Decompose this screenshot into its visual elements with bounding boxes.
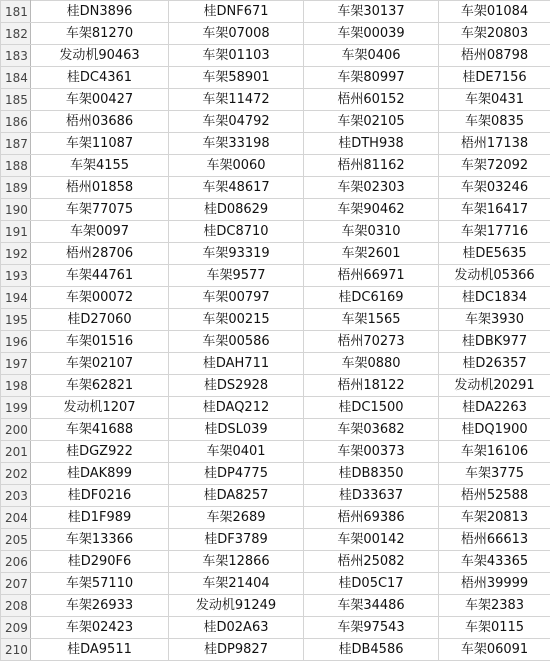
row-number-header[interactable]: 187 xyxy=(1,133,31,155)
row-number-header[interactable]: 199 xyxy=(1,397,31,419)
table-cell[interactable]: 桂D02A63 xyxy=(169,617,304,639)
table-cell[interactable]: 车架93319 xyxy=(169,243,304,265)
table-cell[interactable]: 车架01103 xyxy=(169,45,304,67)
table-row xyxy=(1,45,550,67)
table-row xyxy=(1,551,550,573)
table-cell[interactable]: 桂DC6169 xyxy=(304,287,439,309)
table-cell[interactable]: 桂D1F989 xyxy=(31,507,169,529)
table-row xyxy=(1,309,550,331)
table-cell[interactable]: 车架30137 xyxy=(304,1,439,23)
table-cell[interactable]: 车架97543 xyxy=(304,617,439,639)
table-cell[interactable]: 车架43365 xyxy=(439,551,550,573)
row-number-header[interactable]: 188 xyxy=(1,155,31,177)
table-cell[interactable]: 桂D26357 xyxy=(439,353,550,375)
table-cell[interactable]: 车架9577 xyxy=(169,265,304,287)
row-number-header[interactable]: 204 xyxy=(1,507,31,529)
table-cell[interactable]: 车架02303 xyxy=(304,177,439,199)
table-cell[interactable]: 车架0880 xyxy=(304,353,439,375)
row-number-header[interactable]: 200 xyxy=(1,419,31,441)
table-cell[interactable]: 桂DAQ212 xyxy=(169,397,304,419)
table-cell[interactable]: 车架00072 xyxy=(31,287,169,309)
table-cell[interactable]: 车架06091 xyxy=(439,639,550,661)
table-row xyxy=(1,507,550,529)
row-number-header[interactable]: 189 xyxy=(1,177,31,199)
table-cell[interactable]: 梧州60152 xyxy=(304,89,439,111)
row-number-header[interactable]: 210 xyxy=(1,639,31,661)
row-number-header[interactable]: 201 xyxy=(1,441,31,463)
table-row xyxy=(1,243,550,265)
table-row xyxy=(1,353,550,375)
table-cell[interactable]: 车架00142 xyxy=(304,529,439,551)
table-cell[interactable]: 车架26933 xyxy=(31,595,169,617)
table-cell[interactable]: 车架48617 xyxy=(169,177,304,199)
table-cell[interactable]: 车架00586 xyxy=(169,331,304,353)
table-cell[interactable]: 车架62821 xyxy=(31,375,169,397)
table-cell[interactable]: 梧州66971 xyxy=(304,265,439,287)
table-cell[interactable]: 桂DA8257 xyxy=(169,485,304,507)
table-cell[interactable]: 车架1565 xyxy=(304,309,439,331)
table-cell[interactable]: 车架4155 xyxy=(31,155,169,177)
row-number-header[interactable]: 194 xyxy=(1,287,31,309)
table-cell[interactable]: 车架21404 xyxy=(169,573,304,595)
table-cell[interactable]: 车架00215 xyxy=(169,309,304,331)
table-row xyxy=(1,397,550,419)
row-number-header[interactable]: 184 xyxy=(1,67,31,89)
table-cell[interactable]: 桂DS2928 xyxy=(169,375,304,397)
row-number-header[interactable]: 181 xyxy=(1,1,31,23)
table-cell[interactable]: 车架77075 xyxy=(31,199,169,221)
table-cell[interactable]: 车架34486 xyxy=(304,595,439,617)
table-cell[interactable]: 车架2689 xyxy=(169,507,304,529)
table-cell[interactable]: 桂DAK899 xyxy=(31,463,169,485)
table-cell[interactable]: 车架72092 xyxy=(439,155,550,177)
table-cell[interactable]: 桂DE7156 xyxy=(439,67,550,89)
table-cell[interactable]: 梧州03686 xyxy=(31,111,169,133)
table-row xyxy=(1,1,550,23)
table-cell[interactable]: 梧州66613 xyxy=(439,529,550,551)
table-cell[interactable]: 车架44761 xyxy=(31,265,169,287)
table-cell[interactable]: 桂DNF671 xyxy=(169,1,304,23)
table-cell[interactable]: 桂DF0216 xyxy=(31,485,169,507)
table-cell[interactable]: 车架33198 xyxy=(169,133,304,155)
table-cell[interactable]: 车架17716 xyxy=(439,221,550,243)
table-cell[interactable]: 梧州52588 xyxy=(439,485,550,507)
table-cell[interactable]: 车架3775 xyxy=(439,463,550,485)
table-cell[interactable]: 桂DB4586 xyxy=(304,639,439,661)
table-cell[interactable]: 桂D27060 xyxy=(31,309,169,331)
table-row xyxy=(1,617,550,639)
table-cell[interactable]: 梧州69386 xyxy=(304,507,439,529)
table-cell[interactable]: 发动机05366 xyxy=(439,265,550,287)
table-cell[interactable]: 桂DC8710 xyxy=(169,221,304,243)
table-cell[interactable]: 桂DP4775 xyxy=(169,463,304,485)
table-cell[interactable]: 车架2383 xyxy=(439,595,550,617)
row-number-header[interactable]: 182 xyxy=(1,23,31,45)
table-row xyxy=(1,331,550,353)
table-cell[interactable]: 车架58901 xyxy=(169,67,304,89)
table-cell[interactable]: 梧州81162 xyxy=(304,155,439,177)
table-cell[interactable]: 桂DSL039 xyxy=(169,419,304,441)
table-cell[interactable]: 车架00427 xyxy=(31,89,169,111)
row-number-header[interactable]: 193 xyxy=(1,265,31,287)
table-cell[interactable]: 车架03682 xyxy=(304,419,439,441)
table-cell[interactable]: 车架00373 xyxy=(304,441,439,463)
table-cell[interactable]: 梧州70273 xyxy=(304,331,439,353)
row-number-header[interactable]: 202 xyxy=(1,463,31,485)
table-row xyxy=(1,89,550,111)
table-cell[interactable]: 桂DN3896 xyxy=(31,1,169,23)
table-row xyxy=(1,441,550,463)
table-cell[interactable]: 桂DQ1900 xyxy=(439,419,550,441)
row-number-header[interactable]: 209 xyxy=(1,617,31,639)
table-row xyxy=(1,155,550,177)
table-cell[interactable]: 车架13366 xyxy=(31,529,169,551)
table-cell[interactable]: 发动机20291 xyxy=(439,375,550,397)
row-number-header[interactable]: 186 xyxy=(1,111,31,133)
table-cell[interactable]: 桂D33637 xyxy=(304,485,439,507)
table-cell[interactable]: 车架02107 xyxy=(31,353,169,375)
table-cell[interactable]: 车架02105 xyxy=(304,111,439,133)
row-number-header[interactable]: 206 xyxy=(1,551,31,573)
table-row xyxy=(1,419,550,441)
row-number-header[interactable]: 205 xyxy=(1,529,31,551)
table-cell[interactable]: 桂DE5635 xyxy=(439,243,550,265)
table-cell[interactable]: 发动机90463 xyxy=(31,45,169,67)
table-row xyxy=(1,287,550,309)
table-row xyxy=(1,639,550,661)
table-cell[interactable]: 桂DTH938 xyxy=(304,133,439,155)
table-cell[interactable]: 车架03246 xyxy=(439,177,550,199)
table-cell[interactable]: 桂DA2263 xyxy=(439,397,550,419)
table-row xyxy=(1,177,550,199)
table-cell[interactable]: 桂DF3789 xyxy=(169,529,304,551)
table-row xyxy=(1,221,550,243)
table-cell[interactable]: 车架57110 xyxy=(31,573,169,595)
row-number-header[interactable]: 207 xyxy=(1,573,31,595)
table-row xyxy=(1,111,550,133)
table-cell[interactable]: 梧州17138 xyxy=(439,133,550,155)
table-cell[interactable]: 车架0431 xyxy=(439,89,550,111)
table-cell[interactable]: 车架0835 xyxy=(439,111,550,133)
table-cell[interactable]: 桂D05C17 xyxy=(304,573,439,595)
table-cell[interactable]: 梧州39999 xyxy=(439,573,550,595)
row-number-header[interactable]: 185 xyxy=(1,89,31,111)
table-cell[interactable]: 桂DB8350 xyxy=(304,463,439,485)
table-cell[interactable]: 车架81270 xyxy=(31,23,169,45)
table-cell[interactable]: 梧州25082 xyxy=(304,551,439,573)
table-cell[interactable]: 梧州08798 xyxy=(439,45,550,67)
table-cell[interactable]: 桂DC4361 xyxy=(31,67,169,89)
row-number-header[interactable]: 198 xyxy=(1,375,31,397)
row-number-header[interactable]: 191 xyxy=(1,221,31,243)
table-cell[interactable]: 车架11087 xyxy=(31,133,169,155)
table-cell[interactable]: 车架2601 xyxy=(304,243,439,265)
table-row xyxy=(1,133,550,155)
table-row xyxy=(1,265,550,287)
table-cell[interactable]: 车架20803 xyxy=(439,23,550,45)
table-row xyxy=(1,67,550,89)
table-cell[interactable]: 车架20813 xyxy=(439,507,550,529)
table-cell[interactable]: 车架90462 xyxy=(304,199,439,221)
table-cell[interactable]: 桂DGZ922 xyxy=(31,441,169,463)
table-cell[interactable]: 车架02423 xyxy=(31,617,169,639)
table-cell[interactable]: 桂DC1500 xyxy=(304,397,439,419)
table-cell[interactable]: 车架01084 xyxy=(439,1,550,23)
row-number-header[interactable]: 190 xyxy=(1,199,31,221)
table-cell[interactable]: 桂D290F6 xyxy=(31,551,169,573)
row-number-header[interactable]: 203 xyxy=(1,485,31,507)
table-cell[interactable]: 桂D08629 xyxy=(169,199,304,221)
table-cell[interactable]: 桂DBK977 xyxy=(439,331,550,353)
table-cell[interactable]: 发动机91249 xyxy=(169,595,304,617)
table-row xyxy=(1,573,550,595)
table-cell[interactable]: 车架07008 xyxy=(169,23,304,45)
table-row xyxy=(1,595,550,617)
table-cell[interactable]: 车架16106 xyxy=(439,441,550,463)
table-row xyxy=(1,23,550,45)
row-number-header[interactable]: 195 xyxy=(1,309,31,331)
table-row xyxy=(1,485,550,507)
table-cell[interactable]: 车架11472 xyxy=(169,89,304,111)
table-row xyxy=(1,375,550,397)
table-cell[interactable]: 梧州01858 xyxy=(31,177,169,199)
table-cell[interactable]: 车架04792 xyxy=(169,111,304,133)
table-cell[interactable]: 车架16417 xyxy=(439,199,550,221)
spreadsheet-body xyxy=(1,1,550,661)
table-cell[interactable]: 车架00039 xyxy=(304,23,439,45)
table-cell[interactable]: 发动机1207 xyxy=(31,397,169,419)
row-number-header[interactable]: 196 xyxy=(1,331,31,353)
table-cell[interactable]: 车架0401 xyxy=(169,441,304,463)
row-number-header[interactable]: 192 xyxy=(1,243,31,265)
table-cell[interactable]: 车架12866 xyxy=(169,551,304,573)
table-cell[interactable]: 车架0097 xyxy=(31,221,169,243)
table-cell[interactable]: 车架0310 xyxy=(304,221,439,243)
table-cell[interactable]: 车架01516 xyxy=(31,331,169,353)
table-cell[interactable]: 车架0115 xyxy=(439,617,550,639)
row-number-header[interactable]: 197 xyxy=(1,353,31,375)
table-cell[interactable]: 桂DA9511 xyxy=(31,639,169,661)
table-cell[interactable]: 车架00797 xyxy=(169,287,304,309)
table-row xyxy=(1,463,550,485)
table-cell[interactable]: 车架3930 xyxy=(439,309,550,331)
table-cell[interactable]: 桂DAH711 xyxy=(169,353,304,375)
table-row xyxy=(1,199,550,221)
row-number-header[interactable]: 183 xyxy=(1,45,31,67)
table-cell[interactable]: 车架0406 xyxy=(304,45,439,67)
table-cell[interactable]: 车架41688 xyxy=(31,419,169,441)
table-cell[interactable]: 车架80997 xyxy=(304,67,439,89)
table-cell[interactable]: 桂DP9827 xyxy=(169,639,304,661)
table-row xyxy=(1,529,550,551)
table-cell[interactable]: 梧州18122 xyxy=(304,375,439,397)
table-cell[interactable]: 车架0060 xyxy=(169,155,304,177)
table-cell[interactable]: 梧州28706 xyxy=(31,243,169,265)
row-number-header[interactable]: 208 xyxy=(1,595,31,617)
table-cell[interactable]: 桂DC1834 xyxy=(439,287,550,309)
